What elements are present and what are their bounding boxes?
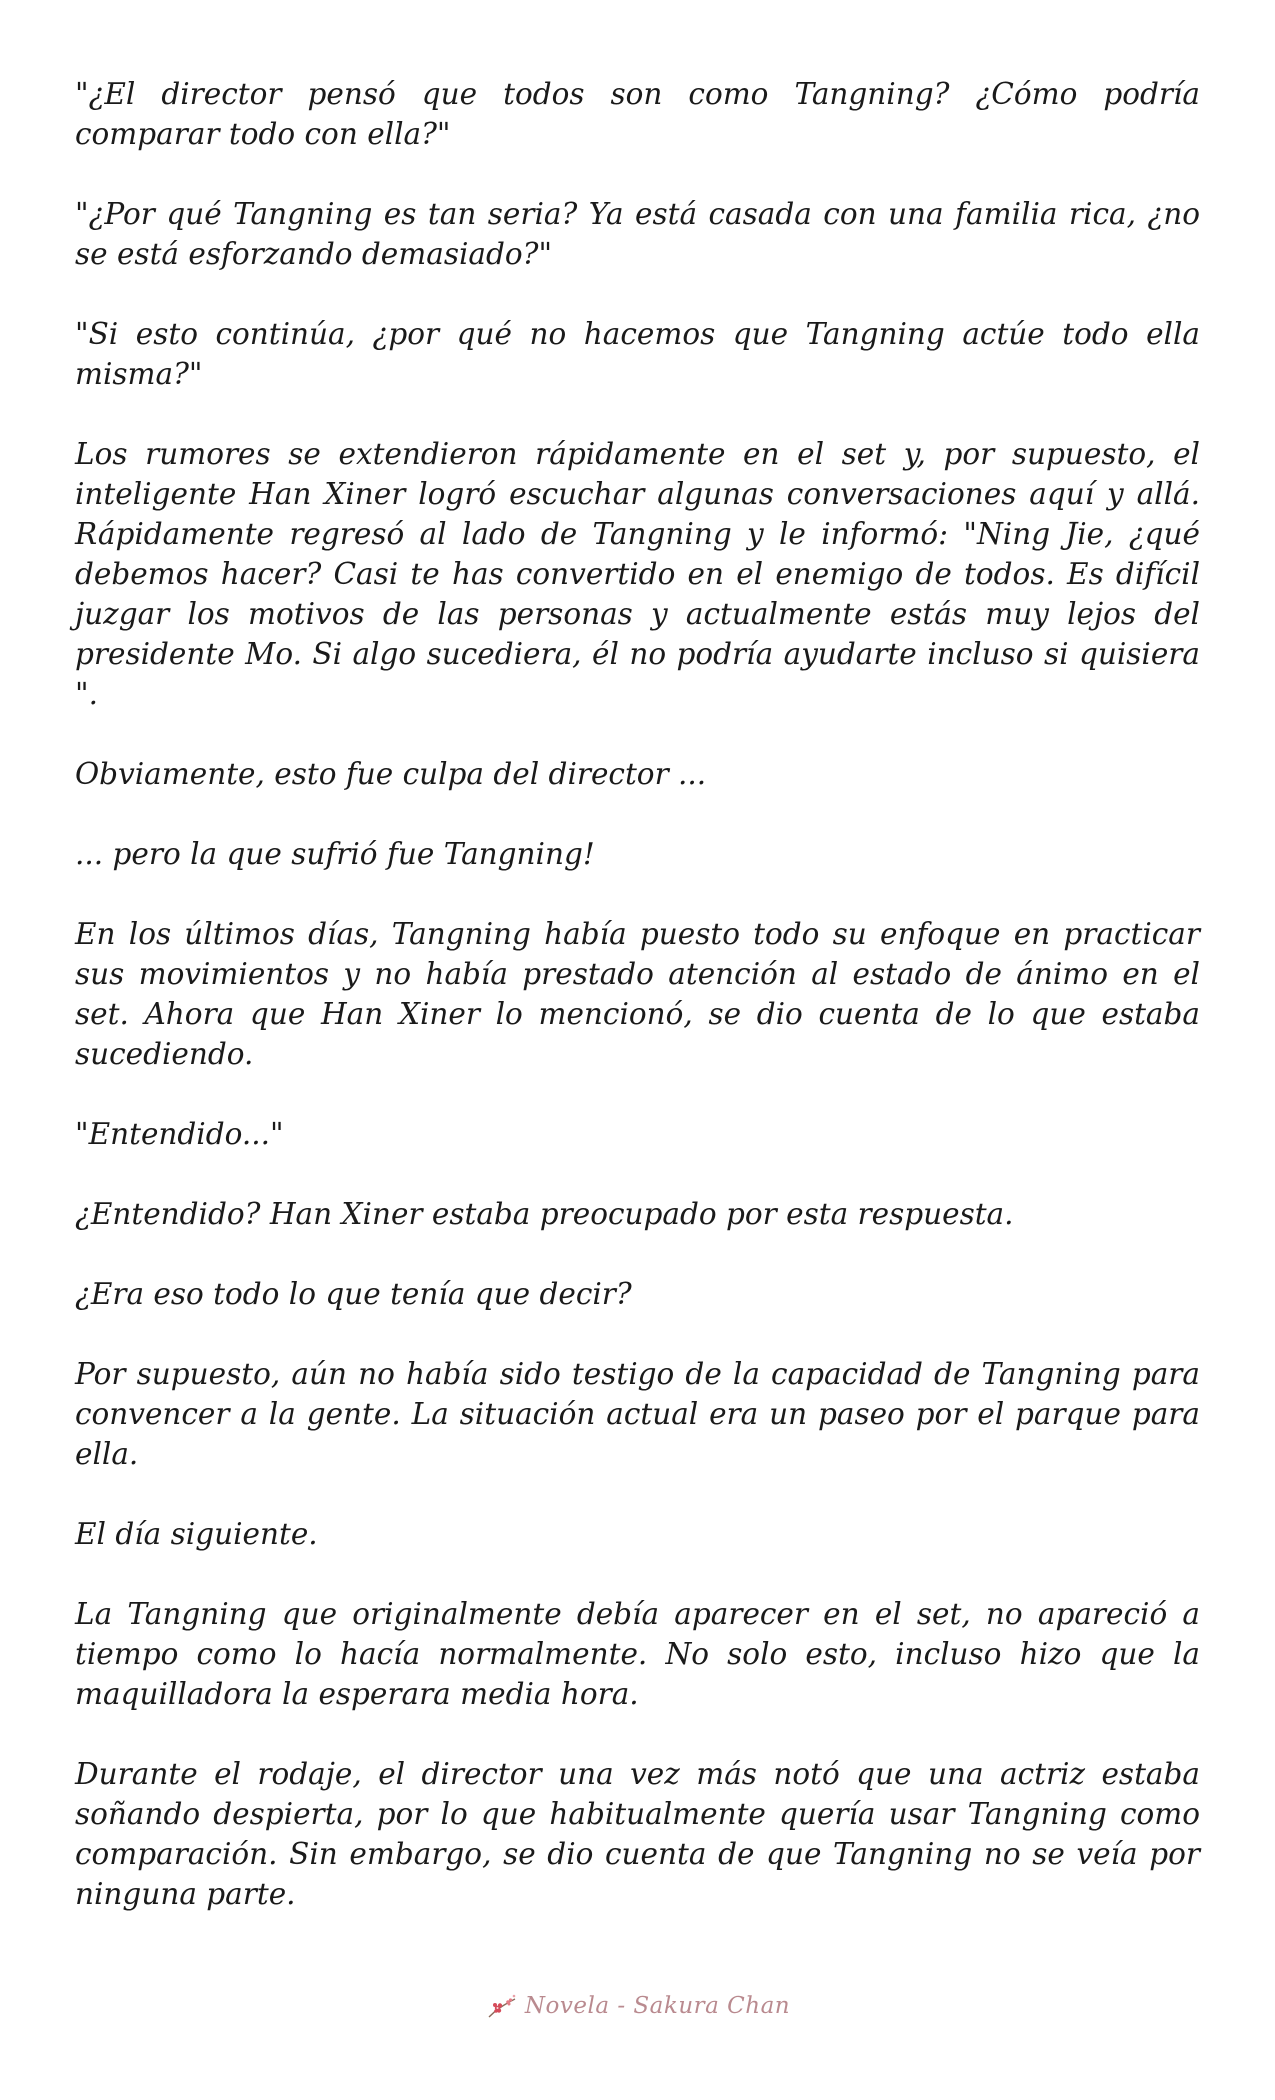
paragraph: El día siguiente. <box>75 1517 318 1551</box>
sakura-blossom-icon <box>485 1991 519 2021</box>
watermark-text: Novela - Sakura Chan <box>524 1993 791 2019</box>
paragraph: "¿Por qué Tangning es tan seria? Ya está casada con una familia rica, ¿no se está esforzando demasiado?" <box>75 197 1200 271</box>
paragraph: Los rumores se extendieron rápidamente en el set y, por supuesto, el inteligente Han Xiner logró escuchar algunas conversaciones aquí y allá. Rápidamente regresó al lado de Tangning y le informó: "Ning Jie, ¿qué debemos hacer? Casi te has convertido en el enemigo de todos. Es difícil juzgar los motivos de las personas y actualmente estás muy lejos del presidente Mo. Si algo sucediera, él no podría ayudarte incluso si quisiera ". <box>75 437 1200 711</box>
paragraph: "Entendido..." <box>75 1117 284 1151</box>
paragraph: ¿Entendido? Han Xiner estaba preocupado por esta respuesta. <box>75 1197 1014 1231</box>
document-body <box>75 74 1200 1954</box>
paragraph: ¿Era eso todo lo que tenía que decir? <box>75 1277 632 1311</box>
watermark <box>485 1991 790 2021</box>
paragraph: ... pero la que sufrió fue Tangning! <box>75 837 595 871</box>
paragraph: Por supuesto, aún no había sido testigo de la capacidad de Tangning para convencer a la gente. La situación actual era un paseo por el parque para ella. <box>75 1357 1200 1471</box>
paragraph: Durante el rodaje, el director una vez más notó que una actriz estaba soñando despierta, por lo que habitualmente quería usar Tangning como comparación. Sin embargo, se dio cuenta de que Tangning no se veía por ninguna parte. <box>75 1757 1200 1911</box>
paragraph: En los últimos días, Tangning había puesto todo su enfoque en practicar sus movimientos y no había prestado atención al estado de ánimo en el set. Ahora que Han Xiner lo mencionó, se dio cuenta de lo que estaba sucediendo. <box>75 917 1200 1071</box>
paragraph: La Tangning que originalmente debía aparecer en el set, no apareció a tiempo como lo hacía normalmente. No solo esto, incluso hizo que la maquilladora la esperara media hora. <box>75 1597 1200 1711</box>
paragraph: "¿El director pensó que todos son como Tangning? ¿Cómo podría comparar todo con ella?" <box>75 77 1200 151</box>
paragraph: Obviamente, esto fue culpa del director ... <box>75 757 707 791</box>
paragraph: "Si esto continúa, ¿por qué no hacemos que Tangning actúe todo ella misma?" <box>75 317 1200 391</box>
footer-watermark <box>0 1986 1275 2026</box>
